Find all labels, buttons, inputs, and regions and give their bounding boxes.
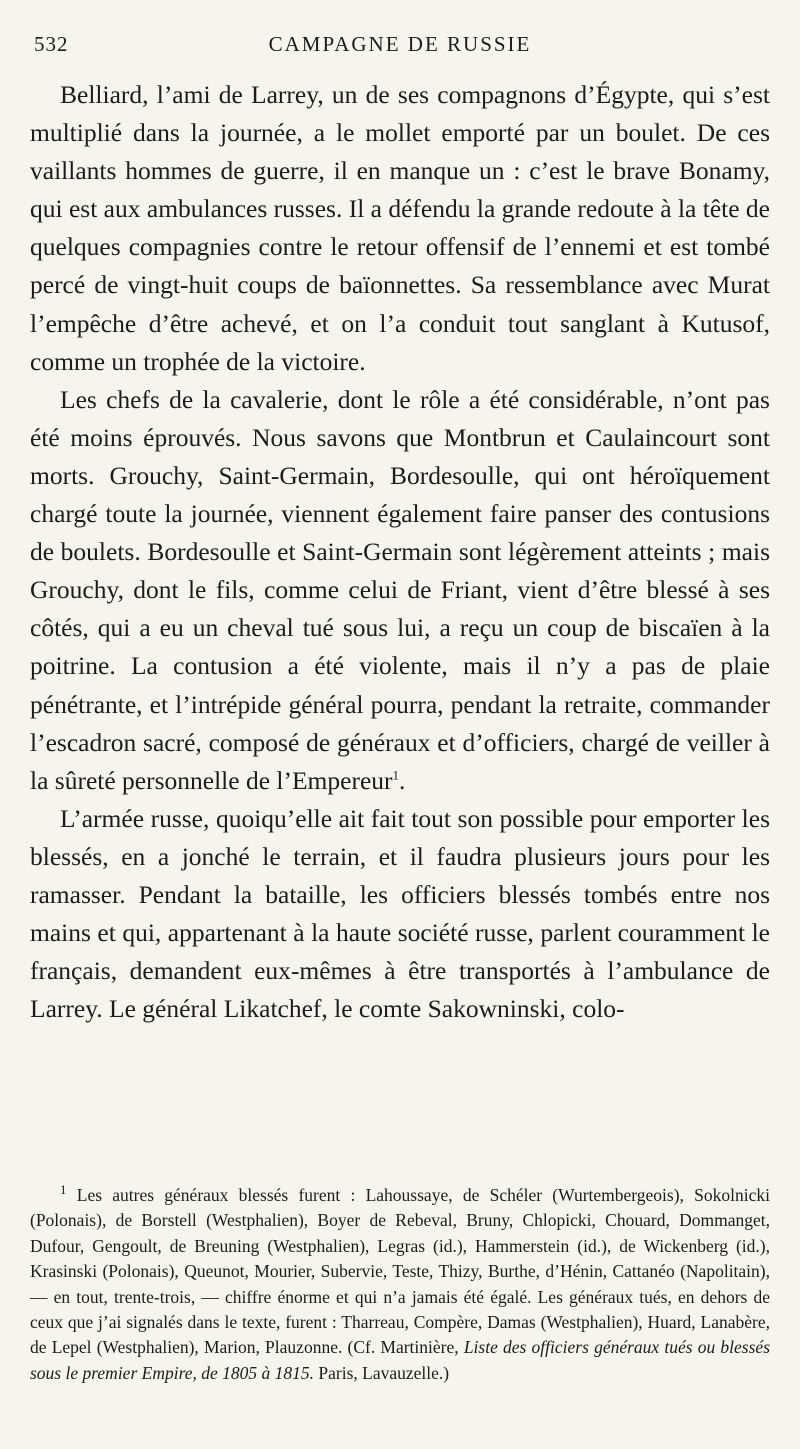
main-text bbox=[30, 76, 770, 1028]
footnote-marker: 1 bbox=[60, 1182, 67, 1198]
footnote-italic-title: Liste des officiers généraux tués ou blessés sous le premier Empire, de 1805 à 1815. bbox=[30, 1337, 771, 1383]
paragraph-text: Les chefs de la cavalerie, dont le rôle a été considérable, n’ont pas été moins éprouvés. Nous savons que Montbrun et Caulaincourt sont morts. Grouchy, Saint-Germain, Bordesoulle, qui ont héroïquement chargé toute la journée, viennent également faire panser des contusions de boulets. Bordesoulle et Saint-Germain sont légèrement atteints ; mais Grouchy, dont le fils, comme celui de Friant, vient d’être blessé à ses côtés, qui a eu un cheval tué sous lui, a reçu un coup de biscaïen à la poitrine. La contusion a été violente, mais il n’y a pas de plaie pénétrante, et l’intrépide général pourra, pendant la retraite, commander l’escadron sacré, composé de généraux et d’officiers, chargé de veiller à la sûreté personnelle de l’Empereur bbox=[30, 384, 770, 795]
book-page bbox=[30, 0, 770, 1449]
footnote-text: Les autres généraux blessés furent : Lahoussaye, de Schéler (Wurtembergeois), Sokolnicki (Polonais), de Borstell (Westphalien), Boyer de Rebeval, Bruny, Chlopicki, Chouard, Dommanget, Dufour, Gengoult, de Breuning (Westphalien), Legras (id.), Hammerstein (id.), de Wickenberg (id.), Krasinski (Polonais), Queunot, Mourier, Subervie, Teste, Thizy, Burthe, d’Hénin, Cattanéo (Napolitain), — en tout, trente-trois, — chiffre énorme et qui n’a jamais été égalé. Les généraux tués, en dehors de ceux que j’ai signalés dans le texte, furent : Tharreau, Compère, Damas (Westphalien), Huard, Lanabère, de Lepel (Westphalien), Marion, Plauzonne. (Cf. Martinière, bbox=[30, 1185, 771, 1358]
footnote-publisher: Paris, Lavauzelle.) bbox=[318, 1362, 450, 1383]
paragraph bbox=[30, 800, 770, 1029]
footnote bbox=[30, 1183, 770, 1386]
paragraph bbox=[30, 76, 770, 381]
page-number: 532 bbox=[34, 32, 69, 56]
paragraph bbox=[30, 381, 770, 800]
page-header bbox=[30, 30, 770, 60]
paragraph-end: . bbox=[399, 765, 406, 795]
paragraph-text: Belliard, l’ami de Larrey, un de ses compagnons d’Égypte, qui s’est multiplié dans la journée, a le mollet emporté par un boulet. De ces vaillants hommes de guerre, il en manque un : c’est le brave Bonamy, qui est aux ambulances russes. Il a défendu la grande redoute à la tête de quelques compagnies contre le retour offensif de l’ennemi et est tombé percé de vingt-huit coups de baïonnettes. Sa ressemblance avec Murat l’empêche d’être achevé, et on l’a conduit tout sanglant à Kutusof, comme un trophée de la victoire. bbox=[30, 80, 770, 376]
paragraph-text: L’armée russe, quoiqu’elle ait fait tout son possible pour emporter les blessés, en a jonché le terrain, et il faudra plusieurs jours pour les ramasser. Pendant la bataille, les officiers blessés tombés entre nos mains et qui, appartenant à la haute société russe, parlent couramment le français, demandent eux-mêmes à être transportés à l’ambulance de Larrey. Le général Likatchef, le comte Sakowninski, colo- bbox=[30, 803, 770, 1024]
running-title: CAMPAGNE DE RUSSIE bbox=[268, 32, 532, 56]
footnote-reference[interactable]: 1 bbox=[392, 767, 400, 783]
